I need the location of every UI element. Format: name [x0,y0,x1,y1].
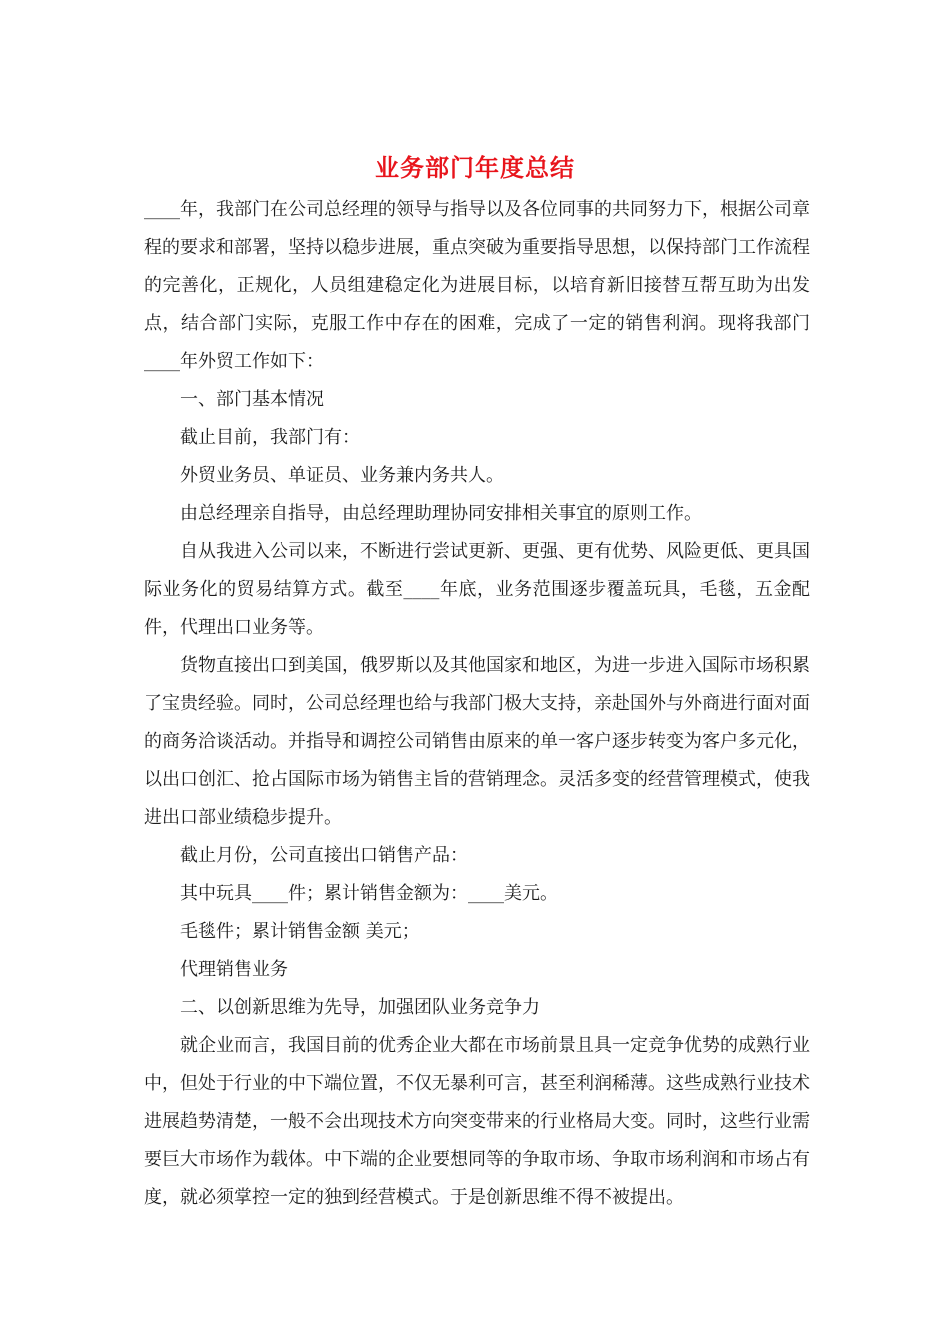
paragraph: 自从我进入公司以来，不断进行尝试更新、更强、更有优势、风险更低、更具国际业务化的贸易结算方式。截至____年底，业务范围逐步覆盖玩具，毛毯，五金配件，代理出口业务等。 [144,541,810,638]
section-heading-2: 二、以创新思维为先导，加强团队业务竞争力 [180,997,540,1018]
section-heading-1: 一、部门基本情况 [180,389,324,410]
paragraph: 截止月份，公司直接出口销售产品： [180,845,468,866]
paragraph: 截止目前，我部门有： [180,427,360,448]
document-title: 业务部门年度总结 [375,154,575,182]
paragraph: 货物直接出口到美国，俄罗斯以及其他国家和地区，为进一步进入国际市场积累了宝贵经验。同时，公司总经理也给与我部门极大支持，亲赴国外与外商进行面对面的商务洽谈活动。并指导和调控公司销售由原来的单一客户逐步转变为客户多元化，以出口创汇、抢占国际市场为销售主旨的营销理念。灵活多变的经营管理模式，使我进出口部业绩稳步提升。 [144,655,810,828]
paragraph: 毛毯件；累计销售金额 美元； [180,921,420,942]
paragraph-intro: ____年，我部门在公司总经理的领导与指导以及各位同事的共同努力下，根据公司章程的要求和部署，坚持以稳步进展，重点突破为重要指导思想，以保持部门工作流程的完善化，正规化，人员组建稳定化为进展目标，以培育新旧接替互帮互助为出发点，结合部门实际，克服工作中存在的困难，完成了一定的销售利润。现将我部门____年外贸工作如下： [144,199,810,372]
paragraph: 外贸业务员、单证员、业务兼内务共人。 [180,465,504,486]
paragraph: 就企业而言，我国目前的优秀企业大都在市场前景且具一定竞争优势的成熟行业中，但处于行业的中下端位置，不仅无暴利可言，甚至利润稀薄。这些成熟行业技术进展趋势清楚，一般不会出现技术方向突变带来的行业格局大变。同时，这些行业需要巨大市场作为载体。中下端的企业要想同等的争取市场、争取市场利润和市场占有度，就必须掌控一定的独到经营模式。于是创新思维不得不被提出。 [144,1035,810,1208]
paragraph: 代理销售业务 [180,959,288,980]
paragraph: 其中玩具____件；累计销售金额为：____美元。 [180,883,558,904]
paragraph: 由总经理亲自指导，由总经理助理协同安排相关事宜的原则工作。 [180,503,702,524]
document-body [144,191,810,1217]
